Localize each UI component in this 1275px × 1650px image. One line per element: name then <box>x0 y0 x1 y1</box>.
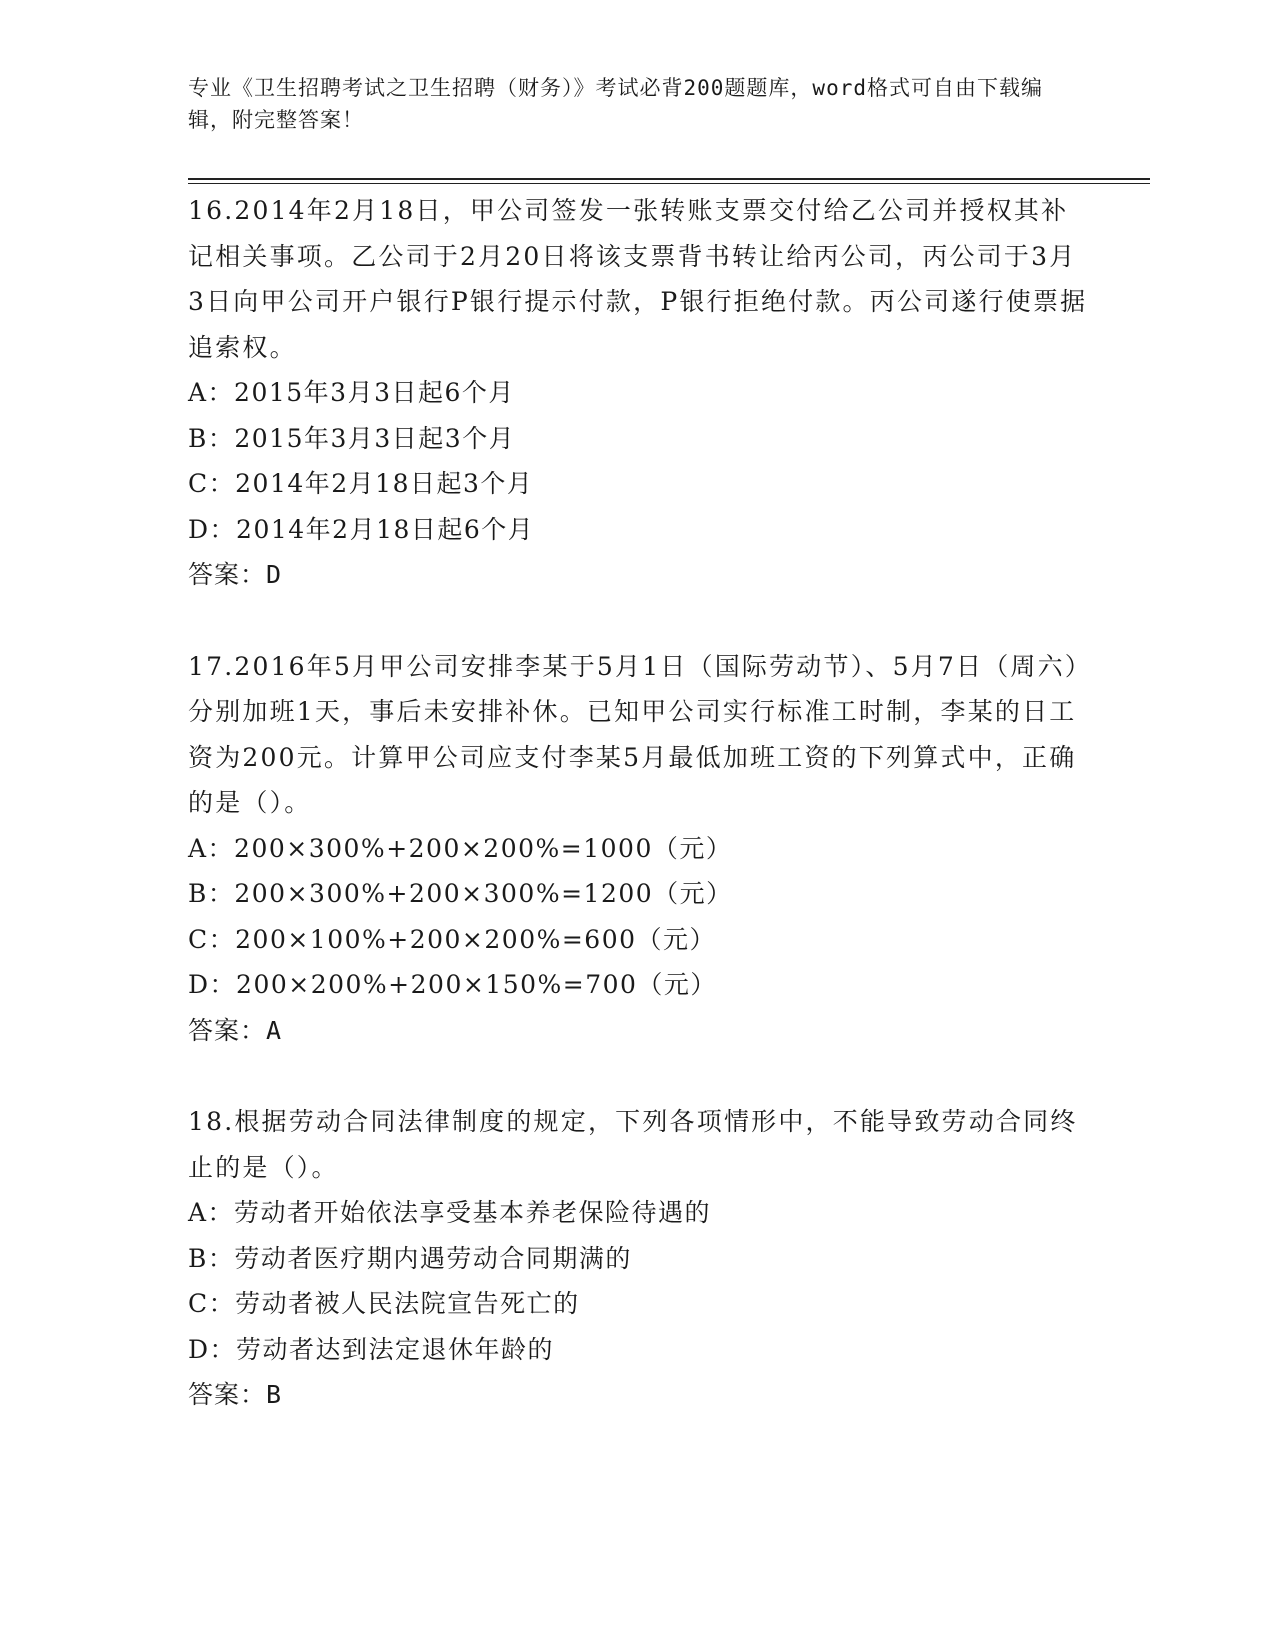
question-stem: 16.2014年2月18日，甲公司签发一张转账支票交付给乙公司并授权其补记相关事项。乙公司于2月20日将该支票背书转让给丙公司，丙公司于3月3日向甲公司开户银行P银行提示付款，P银行拒绝付款。丙公司遂行使票据追索权。 <box>188 196 1088 362</box>
option-b: B：劳动者医疗期内遇劳动合同期满的 <box>188 1243 632 1273</box>
option-d: D：200×200%+200×150%=700（元） <box>188 970 717 999</box>
question-16 <box>188 188 1088 598</box>
question-spacer <box>188 598 1088 644</box>
option-c: C：劳动者被人民法院宣告死亡的 <box>188 1289 580 1318</box>
option-d: D：劳动者达到法定退休年龄的 <box>188 1334 555 1364</box>
question-stem: 18.根据劳动合同法律制度的规定，下列各项情形中，不能导致劳动合同终止的是（）。 <box>188 1107 1078 1182</box>
option-b: B：2015年3月3日起3个月 <box>188 423 516 453</box>
answer-line: 答案：A <box>188 1015 283 1045</box>
option-a: A：劳动者开始依法享受基本养老保险待遇的 <box>188 1198 712 1227</box>
option-c: C：200×100%+200×200%=600（元） <box>188 924 717 954</box>
header-divider-thick <box>188 178 1150 180</box>
question-list <box>188 188 1088 1418</box>
option-a: A：2015年3月3日起6个月 <box>188 378 515 407</box>
header-divider-thin <box>188 183 1150 184</box>
document-header: 专业《卫生招聘考试之卫生招聘（财务）》考试必背200题题库，word格式可自由下载编辑，附完整答案！ <box>188 76 1043 132</box>
answer-line: 答案：D <box>188 560 283 589</box>
option-d: D：2014年2月18日起6个月 <box>188 514 535 544</box>
question-spacer <box>188 1053 1088 1099</box>
option-b: B：200×300%+200×300%=1200（元） <box>188 879 733 908</box>
option-a: A：200×300%+200×200%=1000（元） <box>188 833 733 863</box>
question-18 <box>188 1099 1088 1418</box>
question-17 <box>188 644 1088 1054</box>
option-c: C：2014年2月18日起3个月 <box>188 469 534 498</box>
question-stem: 17.2016年5月甲公司安排李某于5月1日（国际劳动节）、5月7日（周六）分别加班1天，事后未安排补休。已知甲公司实行标准工时制，李某的日工资为200元。计算甲公司应支付李某5月最低加班工资的下列算式中，正确的是（）。 <box>188 651 1080 817</box>
answer-line: 答案：B <box>188 1380 283 1409</box>
